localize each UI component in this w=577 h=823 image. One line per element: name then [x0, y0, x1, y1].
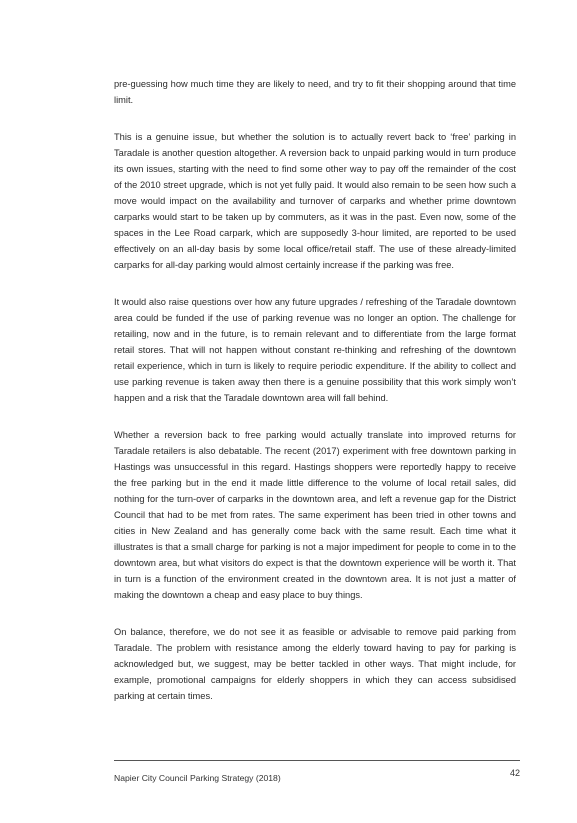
paragraph-2: This is a genuine issue, but whether the solution is to actually revert back to ‘free’ parking in Taradale is another question altogether. A reversion back to unpaid parking would in turn produce its own issues, starting with the need to find some other way to pay off the remainder of the cost of the 2010 street upgrade, which is not yet fully paid. It would also remain to be seen how such a move would impact on the availability and turnover of carparks and whether prime downtown carparks would start to be taken up by commuters, as it was in the past. Even now, some of the spaces in the Lee Road carpark, which are supposedly 3-hour limited, are reported to be used effectively on an all-day basis by some local office/retail staff. The use of these already-limited carparks for all-day parking would almost certainly increase if the parking was free. [114, 132, 516, 270]
paragraph-3: It would also raise questions over how any future upgrades / refreshing of the Taradale downtown area could be funded if the use of parking revenue was no longer an option. The challenge for retailing, now and in the future, is to remain relevant and to differentiate from the large format retail stores. That will not happen without constant re-thinking and refreshing of the downtown retail experience, which in turn is likely to require periodic expenditure. If the ability to collect and use parking revenue is taken away then there is a genuine possibility that this work simply won’t happen and a risk that the Taradale downtown area will fall behind. [114, 297, 516, 403]
footer-document-title: Napier City Council Parking Strategy (2018) [114, 773, 281, 783]
paragraph-1: pre-guessing how much time they are likely to need, and try to fit their shopping around that time limit. [114, 79, 516, 105]
paragraph-5: On balance, therefore, we do not see it as feasible or advisable to remove paid parking from Taradale. The problem with resistance among the elderly toward having to pay for parking is acknowledged but, we suggest, may be better tackled in other ways. That might include, for example, promotional campaigns for elderly shoppers in which they can access subsidised parking at certain times. [114, 627, 516, 701]
paragraph-4: Whether a reversion back to free parking would actually translate into improved returns for Taradale retailers is also debatable. The recent (2017) experiment with free downtown parking in Hastings was unsuccessful in this regard. Hastings shoppers were reportedly happy to receive the free parking but in the end it made little difference to the volume of local retail sales, did nothing for the turn-over of carparks in the downtown area, and left a revenue gap for the District Council that had to be met from rates. The same experiment has been tried in other towns and cities in New Zealand and has generally come back with the same result. Each time what it illustrates is that a small charge for parking is not a major impediment for people to come in to the downtown area, but what visitors do expect is that the downtown experience will be worth it. That in turn is a function of the environment created in the downtown area. It is not just a matter of making the downtown a cheap and easy place to buy things. [114, 430, 516, 600]
page-number: 42 [509, 768, 520, 778]
document-body [114, 76, 516, 725]
footer-divider [114, 760, 520, 761]
